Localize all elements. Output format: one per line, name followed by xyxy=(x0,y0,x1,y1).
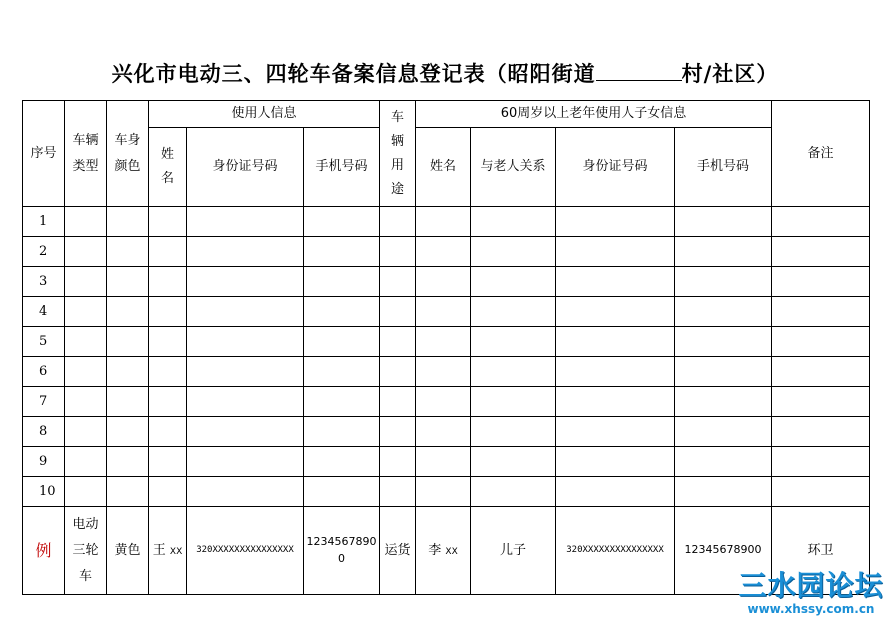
row-number: 4 xyxy=(23,297,65,327)
example-child-id: 320XXXXXXXXXXXXXXX xyxy=(556,507,675,595)
table-cell[interactable] xyxy=(772,477,870,507)
table-cell[interactable] xyxy=(556,387,675,417)
table-cell[interactable] xyxy=(675,357,772,387)
table-cell[interactable] xyxy=(304,387,380,417)
header-user-id: 身份证号码 xyxy=(187,128,304,207)
table-cell[interactable] xyxy=(187,267,304,297)
table-cell[interactable] xyxy=(675,327,772,357)
watermark-url: www.xhssy.com.cn xyxy=(747,602,875,616)
table-cell[interactable] xyxy=(65,327,107,357)
table-cell[interactable] xyxy=(149,297,187,327)
table-cell[interactable] xyxy=(149,207,187,237)
header-remarks: 备注 xyxy=(772,101,870,207)
example-vehicle-type: 电动三轮车 xyxy=(65,507,107,595)
watermark-name: 三水园论坛 xyxy=(738,569,884,602)
table-cell[interactable] xyxy=(471,207,556,237)
table-cell[interactable] xyxy=(772,387,870,417)
table-cell[interactable] xyxy=(380,297,416,327)
table-cell[interactable] xyxy=(556,447,675,477)
table-cell[interactable] xyxy=(149,417,187,447)
table-cell[interactable] xyxy=(187,357,304,387)
header-user-phone: 手机号码 xyxy=(304,128,380,207)
table-cell[interactable] xyxy=(107,297,149,327)
header-vehicle-use: 车辆用途 xyxy=(380,101,416,207)
table-cell[interactable] xyxy=(772,297,870,327)
header-seq: 序号 xyxy=(23,101,65,207)
table-cell[interactable] xyxy=(304,417,380,447)
table-cell[interactable] xyxy=(107,207,149,237)
table-cell[interactable] xyxy=(107,267,149,297)
example-user-name: 王 XX xyxy=(149,507,187,595)
table-cell[interactable] xyxy=(772,357,870,387)
table-cell[interactable] xyxy=(304,267,380,297)
table-cell[interactable] xyxy=(471,477,556,507)
table-cell[interactable] xyxy=(675,387,772,417)
table-cell[interactable] xyxy=(556,237,675,267)
table-cell[interactable] xyxy=(471,387,556,417)
table-cell[interactable] xyxy=(416,267,471,297)
example-child-name: 李 XX xyxy=(416,507,471,595)
table-cell[interactable] xyxy=(556,207,675,237)
table-cell[interactable] xyxy=(772,267,870,297)
table-cell[interactable] xyxy=(471,357,556,387)
table-cell[interactable] xyxy=(556,417,675,447)
example-label: 例 xyxy=(23,507,65,595)
row-number: 8 xyxy=(23,417,65,447)
table-cell[interactable] xyxy=(65,477,107,507)
table-cell[interactable] xyxy=(772,237,870,267)
table-cell[interactable] xyxy=(107,327,149,357)
table-cell[interactable] xyxy=(772,417,870,447)
header-row-1 xyxy=(23,101,870,128)
table-cell[interactable] xyxy=(471,297,556,327)
table-cell[interactable] xyxy=(416,417,471,447)
example-remarks: 环卫 xyxy=(772,507,870,595)
table-cell[interactable] xyxy=(65,237,107,267)
table-cell[interactable] xyxy=(675,297,772,327)
table-cell[interactable] xyxy=(187,447,304,477)
form-title xyxy=(0,58,890,88)
header-vehicle-type: 车辆类型 xyxy=(65,101,107,207)
table-cell[interactable] xyxy=(416,357,471,387)
table-cell[interactable] xyxy=(65,207,107,237)
table-cell[interactable] xyxy=(304,237,380,267)
table-cell[interactable] xyxy=(675,477,772,507)
village-blank xyxy=(596,62,682,81)
row-number: 10 xyxy=(23,477,65,507)
table-cell[interactable] xyxy=(556,267,675,297)
example-vehicle-use: 运货 xyxy=(380,507,416,595)
table-cell[interactable] xyxy=(772,207,870,237)
example-child-relation: 儿子 xyxy=(471,507,556,595)
table-row xyxy=(23,417,870,447)
table-cell[interactable] xyxy=(380,327,416,357)
table-cell[interactable] xyxy=(416,237,471,267)
table-cell[interactable] xyxy=(304,207,380,237)
table-cell[interactable] xyxy=(380,447,416,477)
table-row xyxy=(23,327,870,357)
table-cell[interactable] xyxy=(416,297,471,327)
header-user-name: 姓名 xyxy=(149,128,187,207)
table-cell[interactable] xyxy=(772,327,870,357)
table-cell[interactable] xyxy=(380,477,416,507)
table-cell[interactable] xyxy=(304,357,380,387)
table-cell[interactable] xyxy=(556,297,675,327)
form-title-prefix: 兴化市电动三、四轮车备案信息登记表（昭阳街道 xyxy=(111,61,596,86)
table-row xyxy=(23,267,870,297)
table-row xyxy=(23,357,870,387)
table-cell[interactable] xyxy=(675,417,772,447)
header-user-info: 使用人信息 xyxy=(149,101,380,128)
table-cell[interactable] xyxy=(380,267,416,297)
table-cell[interactable] xyxy=(187,477,304,507)
table-cell[interactable] xyxy=(675,237,772,267)
row-number: 2 xyxy=(23,237,65,267)
registration-table xyxy=(22,100,870,595)
table-cell[interactable] xyxy=(416,207,471,237)
table-cell[interactable] xyxy=(380,417,416,447)
table-cell[interactable] xyxy=(471,237,556,267)
table-row xyxy=(23,447,870,477)
header-child-relation: 与老人关系 xyxy=(471,128,556,207)
table-cell[interactable] xyxy=(416,477,471,507)
table-cell[interactable] xyxy=(556,327,675,357)
table-cell[interactable] xyxy=(65,387,107,417)
table-row xyxy=(23,297,870,327)
table-cell[interactable] xyxy=(675,447,772,477)
table-row xyxy=(23,477,870,507)
table-cell[interactable] xyxy=(107,477,149,507)
table-cell[interactable] xyxy=(556,477,675,507)
table-cell[interactable] xyxy=(107,237,149,267)
table-cell[interactable] xyxy=(471,267,556,297)
table-cell[interactable] xyxy=(65,357,107,387)
form-title-suffix: 村/社区） xyxy=(681,61,779,86)
table-cell[interactable] xyxy=(65,417,107,447)
table-cell[interactable] xyxy=(107,357,149,387)
table-cell[interactable] xyxy=(65,267,107,297)
table-cell[interactable] xyxy=(149,477,187,507)
table-cell[interactable] xyxy=(675,207,772,237)
table-cell[interactable] xyxy=(187,417,304,447)
table-row xyxy=(23,387,870,417)
table-cell[interactable] xyxy=(556,357,675,387)
table-cell[interactable] xyxy=(149,447,187,477)
table-cell[interactable] xyxy=(149,387,187,417)
table-cell[interactable] xyxy=(471,327,556,357)
header-child-id: 身份证号码 xyxy=(556,128,675,207)
site-watermark xyxy=(736,570,886,616)
table-cell[interactable] xyxy=(107,417,149,447)
table-cell[interactable] xyxy=(149,267,187,297)
example-user-id: 320XXXXXXXXXXXXXXX xyxy=(187,507,304,595)
table-row xyxy=(23,237,870,267)
table-cell[interactable] xyxy=(380,357,416,387)
table-cell[interactable] xyxy=(107,387,149,417)
header-body-color: 车身颜色 xyxy=(107,101,149,207)
table-cell[interactable] xyxy=(772,447,870,477)
table-cell[interactable] xyxy=(471,417,556,447)
example-child-phone: 12345678900 xyxy=(675,507,772,595)
table-cell[interactable] xyxy=(65,447,107,477)
table-cell[interactable] xyxy=(149,327,187,357)
row-number: 5 xyxy=(23,327,65,357)
row-number: 1 xyxy=(23,207,65,237)
table-cell[interactable] xyxy=(187,387,304,417)
row-number: 7 xyxy=(23,387,65,417)
table-cell[interactable] xyxy=(675,267,772,297)
table-cell[interactable] xyxy=(380,207,416,237)
table-cell[interactable] xyxy=(304,447,380,477)
table-cell[interactable] xyxy=(304,477,380,507)
table-cell[interactable] xyxy=(416,327,471,357)
header-child-info: 60周岁以上老年使用人子女信息 xyxy=(416,101,772,128)
table-cell[interactable] xyxy=(187,237,304,267)
table-cell[interactable] xyxy=(149,357,187,387)
table-cell[interactable] xyxy=(471,447,556,477)
header-row-2 xyxy=(23,128,870,207)
table-cell[interactable] xyxy=(149,237,187,267)
table-cell[interactable] xyxy=(416,447,471,477)
table-cell[interactable] xyxy=(304,327,380,357)
header-child-name: 姓名 xyxy=(416,128,471,207)
table-cell[interactable] xyxy=(107,447,149,477)
example-body-color: 黄色 xyxy=(107,507,149,595)
example-user-phone: 12345678900 xyxy=(304,507,380,595)
table-cell[interactable] xyxy=(187,207,304,237)
table-cell[interactable] xyxy=(380,387,416,417)
row-number: 3 xyxy=(23,267,65,297)
table-cell[interactable] xyxy=(65,297,107,327)
table-cell[interactable] xyxy=(416,387,471,417)
table-cell[interactable] xyxy=(187,327,304,357)
table-cell[interactable] xyxy=(304,297,380,327)
header-child-phone: 手机号码 xyxy=(675,128,772,207)
table-cell[interactable] xyxy=(380,237,416,267)
row-number: 9 xyxy=(23,447,65,477)
row-number: 6 xyxy=(23,357,65,387)
table-row xyxy=(23,207,870,237)
table-cell[interactable] xyxy=(187,297,304,327)
